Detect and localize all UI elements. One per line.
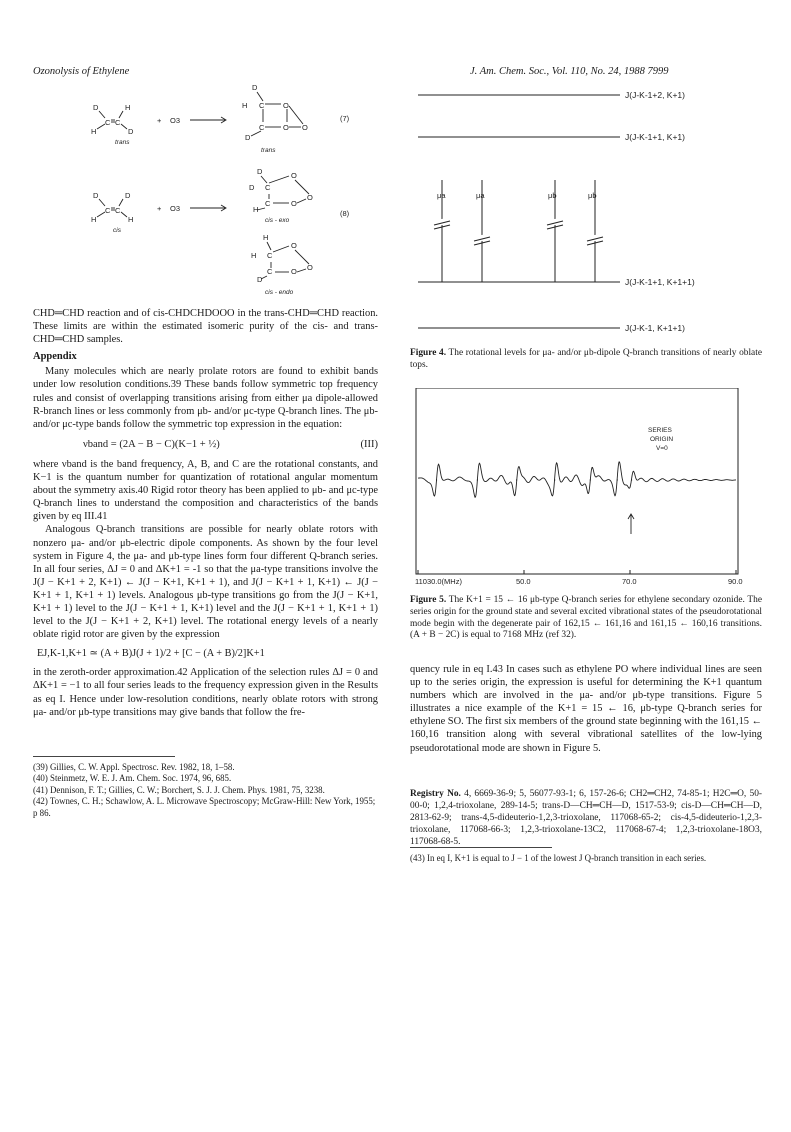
atom-label: C bbox=[259, 101, 265, 110]
isomer-label: trans bbox=[115, 139, 130, 146]
atom-label: H bbox=[125, 103, 131, 112]
annotation-text: V=0 bbox=[656, 445, 668, 452]
registry-text: 4, 6669-36-9; 5, 56077-93-1; 6, 157-26-6; CH2═CH2, 74-85-1; H2C═O, 50-00-0; 1,2,4-trioxolane, 289-14-5; trans-D—CH═CH—D, 1517-53-9; cis-D—CH═CH—D, 2813-62-9; trans-4,5-dideuterio-1,2,3-trioxolane, 117068-65-2; cis-4,5-dideuterio-1,2,3-trioxolane, 117068-66-3; 1,2,3-trioxolane-13C2, 117068-67-4; 1,2,3-trioxolane-18O3, 117068-68-5. bbox=[410, 789, 762, 847]
atom-label: C bbox=[115, 118, 121, 127]
atom-label: C bbox=[115, 206, 121, 215]
atom-label: C bbox=[259, 123, 265, 132]
mu-label: μb bbox=[588, 191, 597, 200]
figure-5-caption bbox=[410, 595, 762, 642]
caption-label: Figure 4. bbox=[410, 348, 447, 358]
mu-label: μa bbox=[476, 191, 485, 200]
paragraph: Analogous Q-branch transitions are possible for nearly oblate rotors with nonzero μa- and/or μb-electric dipole components. As shown by the four level system in Figure 4, the μa- and μb-type lines form four different Q-branch series. In all four series, ΔJ = 0 and ΔK+1 = -1 so that the μa-type transitions involve the J(J − K+1 + 2, K+1) ← J(J − K+1, K+1 + 1), and J(J − K+1 + 1, K+1) ← J(J − K+1 + 1, K+1 + 1) levels. Analogous μb-type transitions go from the J(J − K+1, K+1 + 1) level to the J(J − K+1 + 1, K+1) level and the J(J − K+1 + 1, K+1 + 1) level to the J(J − K+1 + 2, K+1) level. The rotational energy levels of a nearly oblate rigid rotor are given by the expression bbox=[33, 524, 378, 641]
mu-label: μb bbox=[548, 191, 557, 200]
intro-paragraph: CHD═CHD reaction and of cis-CHDCHDOOO in the trans-CHD═CHD reaction. These limits are within the estimated isomeric purity of the cis- and trans-CHD═CHD samples. bbox=[33, 308, 378, 346]
footnote-rule bbox=[33, 756, 175, 757]
atom-label: D bbox=[252, 83, 258, 92]
x-tick-label: 50.0 bbox=[516, 577, 531, 586]
caption-label: Figure 5. bbox=[410, 595, 447, 605]
spectral-line-point bbox=[436, 479, 437, 480]
atom-label: D bbox=[249, 183, 255, 192]
paragraph: where νband is the band frequency, A, B, and C are the rotational constants, and K−1 is the quantum number for quantization of rotational angular momentum about the symmetry axis.40 Rigid rotor theory has been applied to μb- and μc-type Q-branch lines to understand the composition and characteristics of the bands given by eq III.41 bbox=[33, 458, 378, 523]
atom-label: O bbox=[291, 267, 297, 276]
atom-label: O bbox=[307, 193, 313, 202]
level-label: J(J-K-1+1, K+1) bbox=[625, 132, 685, 142]
spectral-line-point bbox=[554, 479, 555, 480]
spectral-line-point bbox=[477, 479, 478, 480]
level-label: J(J-K-1+2, K+1) bbox=[625, 90, 685, 100]
atom-label: C bbox=[267, 251, 273, 260]
atom-label: C bbox=[265, 183, 271, 192]
equation-body: νband = (2A − B − C)(K−1 + ½) bbox=[83, 438, 220, 450]
atom-label: D bbox=[257, 167, 263, 176]
appendix-heading: Appendix bbox=[33, 351, 77, 363]
equation-number: (7) bbox=[340, 114, 350, 123]
isomer-label: cis bbox=[113, 227, 121, 234]
atom-label: C bbox=[267, 267, 273, 276]
spectral-line-point bbox=[516, 479, 517, 480]
paragraph: quency rule in eq I.43 In cases such as ethylene PO where individual lines are seen up to the series origin, the expression is useful for determining the K+1 quantum numbers which are involved in the μa- and/or μb-type transitions. Figure 5 illustrates a nice example of the K+1 = 15 ← 16, μb-type Q-branch series for ethylene SO. The first six members of the ground state beginning with the 161,15 ← 160,16 transition along with several vibrational satellites of the low-lying pseudorotational mode are shown in Figure 5. bbox=[410, 664, 762, 754]
atom-label: D bbox=[93, 191, 99, 200]
caption-text: The K+1 = 15 ← 16 μb-type Q-branch series for ethylene secondary ozonide. The series origin for the ground state and several excited vibrational states of the pseudorotational mode begin with the degenerate pair of 162,15 ← 161,16 and 161,15 ← 160,16 transitions. (A + B − 2C) is equal to 7168 MHz (ref 32). bbox=[410, 595, 762, 641]
running-header-left: Ozonolysis of Ethylene bbox=[33, 66, 130, 77]
reaction-schemes bbox=[85, 78, 370, 304]
atom-label: D bbox=[93, 103, 99, 112]
figure-5-spectrum bbox=[410, 388, 760, 588]
atom-label: O bbox=[291, 241, 297, 250]
atom-label: H bbox=[91, 215, 97, 224]
annotation-text: ORIGIN bbox=[650, 436, 674, 443]
atom-label: H bbox=[128, 215, 134, 224]
atom-label: D bbox=[128, 127, 134, 136]
footnote-rule bbox=[410, 847, 552, 848]
paragraph: Many molecules which are nearly prolate rotors are found to exhibit bands under low resolution conditions.39 These bands follow symmetric top frequency rules and consist of overlapping transitions arising from either μa dipole-allowed R-branch lines or less commonly from μb- and/or μc-type Q-branch lines. The μb- and/or μc-type bands follow the symmetric top expression in the equation: bbox=[33, 366, 378, 430]
atom-label: O bbox=[307, 263, 313, 272]
isomer-label: trans bbox=[261, 147, 276, 154]
atom-label: H bbox=[242, 101, 248, 110]
x-tick-label: 11030.0(MHz) bbox=[415, 577, 462, 586]
atom-label: O bbox=[291, 171, 297, 180]
atom-label: O bbox=[283, 123, 289, 132]
atom-label: O bbox=[302, 123, 308, 132]
x-tick-label: 70.0 bbox=[622, 577, 637, 586]
isomer-label: cis - endo bbox=[265, 289, 294, 296]
equation-number: (III) bbox=[360, 438, 378, 450]
annotation-text: SERIES bbox=[648, 427, 672, 434]
atom-label: + bbox=[157, 204, 162, 213]
atom-label: C bbox=[105, 206, 111, 215]
figure-4-caption bbox=[410, 348, 762, 372]
spectral-line-point bbox=[631, 479, 632, 480]
atom-label: + bbox=[157, 116, 162, 125]
left-footnotes bbox=[33, 762, 378, 819]
registry-block bbox=[410, 788, 762, 848]
atom-label: C bbox=[265, 199, 271, 208]
spectral-line-point bbox=[617, 479, 618, 480]
right-column bbox=[410, 663, 762, 755]
level-label: J(J-K-1, K+1+1) bbox=[625, 323, 685, 333]
spectral-line-point bbox=[590, 479, 591, 480]
atom-label: C bbox=[105, 118, 111, 127]
atom-label: D bbox=[245, 133, 251, 142]
atom-label: H bbox=[263, 233, 269, 242]
caption-text: The rotational levels for μa- and/or μb-dipole Q-branch transitions of nearly oblate tops. bbox=[410, 348, 762, 370]
atom-label: O bbox=[283, 101, 289, 110]
level-label: J(J-K-1+1, K+1+1) bbox=[625, 277, 695, 287]
mu-label: μa bbox=[437, 191, 446, 200]
isomer-label: cis - exo bbox=[265, 217, 290, 224]
atom-label: O bbox=[291, 199, 297, 208]
x-tick-label: 90.0 bbox=[728, 577, 743, 586]
footnote: (42) Townes, C. H.; Schawlow, A. L. Microwave Spectroscopy; McGraw-Hill: New York, 1955; p 86. bbox=[33, 796, 376, 818]
atom-label: H bbox=[253, 205, 259, 214]
spectrum-trace bbox=[418, 462, 736, 497]
right-footnote: (43) In eq I, K+1 is equal to J − 1 of the lowest J Q-branch transition in each series. bbox=[410, 853, 707, 863]
energy-equation: EJ,K-1,K+1 ≃ (A + B)J(J + 1)/2 + [C − (A + B)/2]K+1 bbox=[37, 648, 265, 660]
footnote: (41) Dennison, F. T.; Gillies, C. W.; Borchert, S. J. J. Chem. Phys. 1981, 75, 3238. bbox=[33, 784, 325, 795]
equation-number: (8) bbox=[340, 209, 350, 218]
left-column bbox=[33, 307, 378, 719]
atom-label: H bbox=[251, 251, 257, 260]
figure-4-level-diagram bbox=[410, 82, 760, 344]
ozone-label: O3 bbox=[170, 116, 181, 125]
ozone-label: O3 bbox=[170, 204, 181, 213]
registry-label: Registry No. bbox=[410, 789, 461, 799]
running-header-right: J. Am. Chem. Soc., Vol. 110, No. 24, 1988 7999 bbox=[470, 66, 669, 77]
footnote: (40) Steinmetz, W. E. J. Am. Chem. Soc. 1974, 96, 685. bbox=[33, 773, 232, 784]
equation-iii bbox=[33, 438, 378, 451]
paragraph: in the zeroth-order approximation.42 Application of the selection rules ΔJ = 0 and ΔK+1 = −1 to all four series leads to the frequency expression given in the Results as eq I. Hence under low-resolution conditions, nearly oblate rotors with strong μa- and/or μb-type transitions may give bands that follow the fre- bbox=[33, 667, 378, 718]
atom-label: D bbox=[125, 191, 131, 200]
atom-label: H bbox=[91, 127, 97, 136]
atom-label: D bbox=[257, 275, 263, 284]
footnote: (39) Gillies, C. W. Appl. Spectrosc. Rev. 1982, 18, 1–58. bbox=[33, 762, 235, 772]
